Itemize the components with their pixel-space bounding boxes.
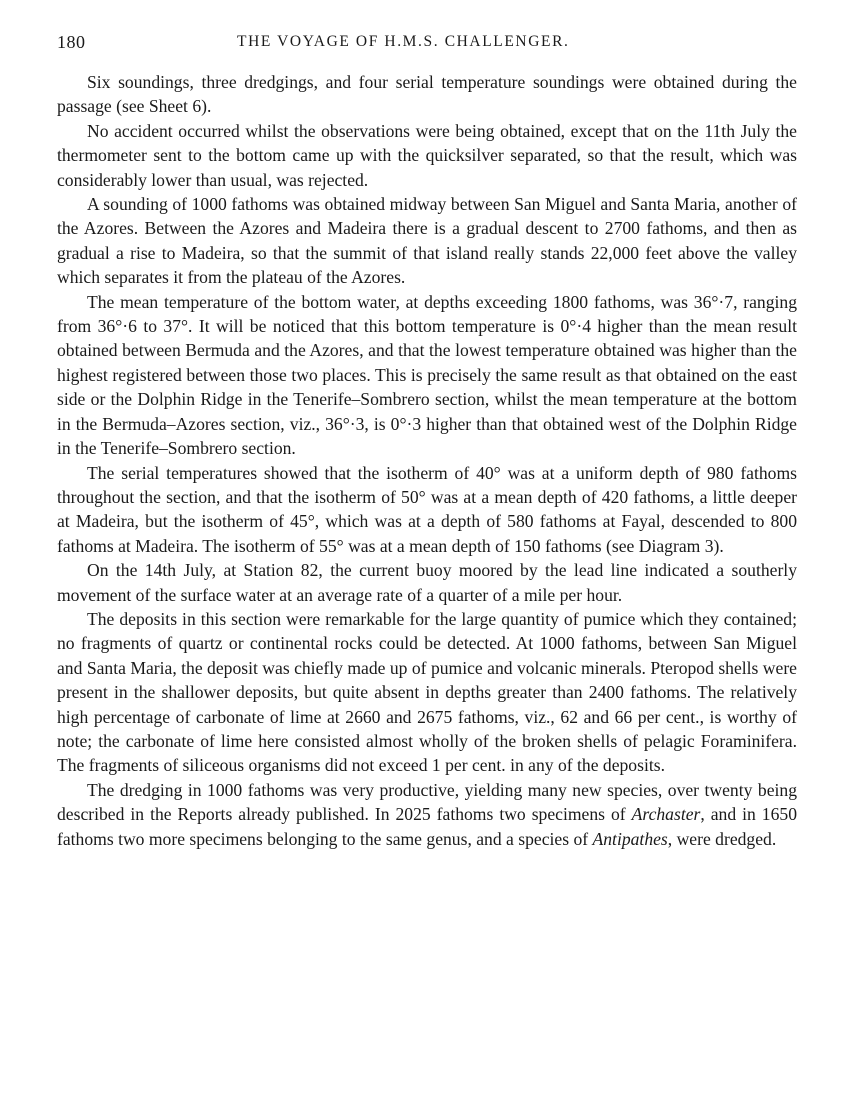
page-number: 180 [57,32,86,52]
dredging-text-before: The dredging in 1000 fathoms was very productive, yielding many new species, over twenty being described in the Reports already published. In 2025 fathoms two specimens of [57,779,797,825]
genus-antipathes: Antipathes [592,828,668,849]
dredging-text-after: , were dredged. [667,828,777,849]
body-text [57,70,797,851]
paragraph-soundings: Six soundings, three dredgings, and four serial temperature soundings were obtained during the passage (see Sheet 6). [57,72,797,117]
genus-archaster: Archaster [631,804,701,825]
paragraph-accident: No accident occurred whilst the observations were being obtained, except that on the 11th July the thermometer sent to the bottom came up with the quicksilver separated, so that the result, which was considerably lower than usual, was rejected. [57,120,797,190]
paragraph-deposits: The deposits in this section were remarkable for the large quantity of pumice which they contained; no fragments of quartz or continental rocks could be detected. At 1000 fathoms, between San Miguel and Santa Maria, the deposit was chiefly made up of pumice and volcanic minerals. Pteropod shells were present in the shallower deposits, but quite absent in depths greater than 2400 fathoms. The relatively high percentage of carbonate of lime at 2660 and 2675 fathoms, viz., 62 and 66 per cent., is worthy of note; the carbonate of lime here consisted almost wholly of the broken shells of pelagic Foraminifera. The fragments of siliceous organisms did not exceed 1 per cent. in any of the deposits. [57,608,797,776]
running-title: THE VOYAGE OF H.M.S. CHALLENGER. [237,33,570,50]
dredging-text-middle: , and in 1650 fathoms two more specimens belonging to the same genus, and a species of [57,804,797,849]
paragraph-current-buoy: On the 14th July, at Station 82, the current buoy moored by the lead line indicated a southerly movement of the surface water at an average rate of a quarter of a mile per hour. [57,560,797,605]
paragraph-bottom-temperature: The mean temperature of the bottom water, at depths exceeding 1800 fathoms, was 36°·7, ranging from 36°·6 to 37°. It will be noticed that this bottom temperature is 0°·4 higher than the mean result obtained between Bermuda and the Azores, and that the lowest temperature obtained was higher than the highest registered between those two places. This is precisely the same result as that obtained on the east side or the Dolphin Ridge in the Tenerife–Sombrero section, whilst the mean temperature at the bottom in the Bermuda–Azores section, viz., 36°·3, is 0°·3 higher than that obtained west of the Dolphin Ridge in the Tenerife–Sombrero section. [57,291,797,459]
paragraph-dredging [57,778,797,851]
paragraph-azores-madeira: A sounding of 1000 fathoms was obtained midway between San Miguel and Santa Maria, another of the Azores. Between the Azores and Madeira there is a gradual descent to 2700 fathoms, and then as gradual a rise to Madeira, so that the summit of that island really stands 22,000 feet above the valley which separates it from the plateau of the Azores. [57,194,797,288]
paragraph-serial-temperatures: The serial temperatures showed that the isotherm of 40° was at a uniform depth of 980 fathoms throughout the section, and that the isotherm of 50° was at a mean depth of 420 fathoms, a little deeper at Madeira, but the isotherm of 45°, which was at a depth of 580 fathoms at Fayal, descended to 800 fathoms at Madeira. The isotherm of 55° was at a mean depth of 150 fathoms (see Diagram 3). [57,462,797,556]
running-head [57,32,797,56]
